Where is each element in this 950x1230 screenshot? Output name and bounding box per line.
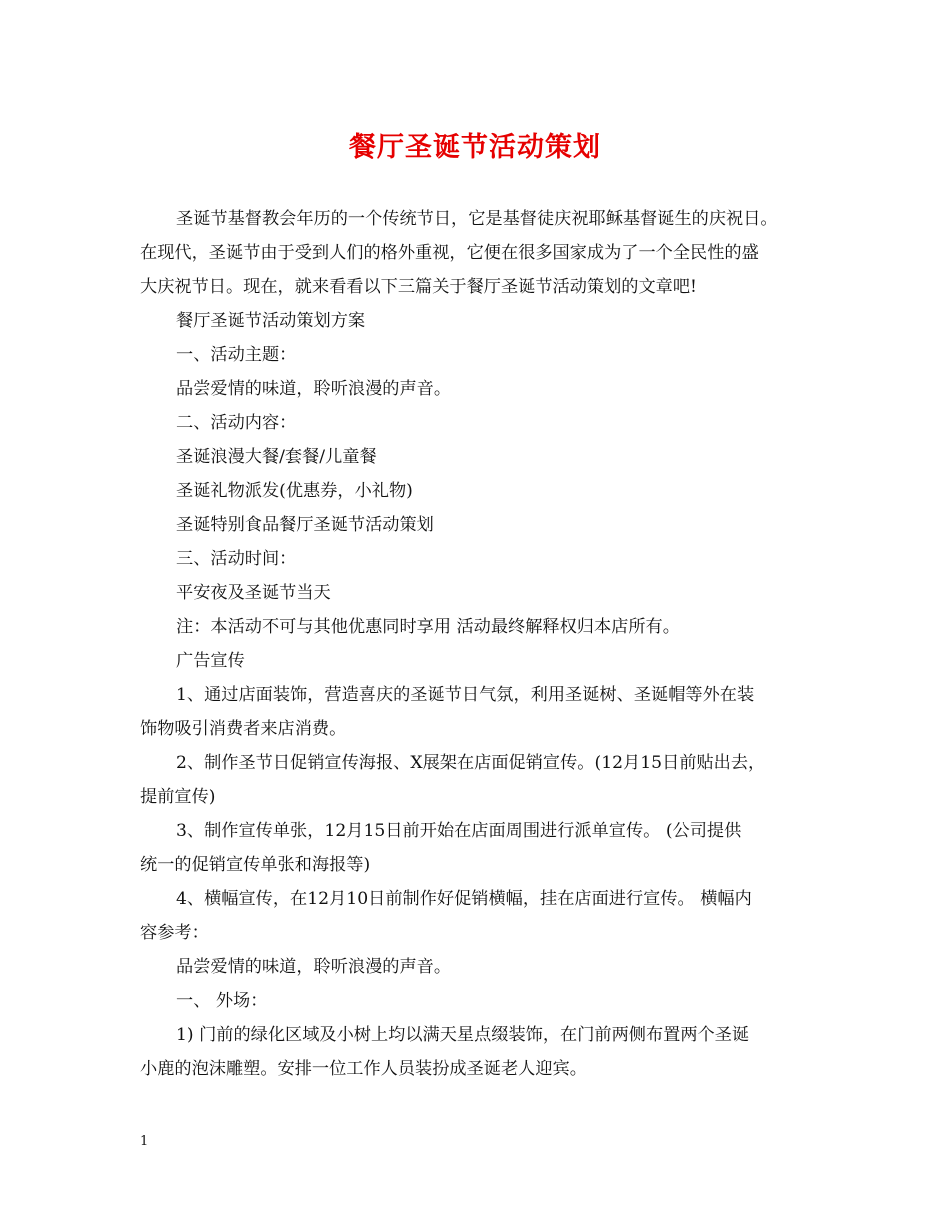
paragraph-line: 提前宣传) [140, 787, 216, 807]
paragraph-line: 3、制作宣传单张，12月15日前开始在店面周围进行派单宣传。 (公司提供 [176, 821, 742, 841]
paragraph-line: 1) 门前的绿化区域及小树上均以满天星点缀装饰，在门前两侧布置两个圣诞 [176, 1025, 750, 1045]
paragraph-line: 4、横幅宣传，在12月10日前制作好促销横幅，挂在店面进行宣传。 横幅内 [176, 889, 752, 909]
paragraph-line: 二、活动内容： [176, 413, 297, 433]
paragraph-line: 2、制作圣节日促销宣传海报、X展架在店面促销宣传。(12月15日前贴出去， [176, 753, 766, 773]
paragraph-line: 一、 外场： [176, 991, 268, 1011]
paragraph-line: 一、活动主题： [176, 345, 297, 365]
paragraph-line: 广告宣传 [176, 651, 245, 671]
paragraph-line: 小鹿的泡沫雕塑。安排一位工作人员装扮成圣诞老人迎宾。 [140, 1059, 587, 1079]
paragraph-line: 餐厅圣诞节活动策划方案 [176, 311, 366, 331]
document-body [140, 202, 840, 1086]
paragraph-line: 圣诞特别食品餐厅圣诞节活动策划 [176, 515, 434, 535]
paragraph-line: 品尝爱情的味道，聆听浪漫的声音。 [176, 379, 452, 399]
paragraph-line: 三、活动时间： [176, 549, 297, 569]
paragraph-line: 1、通过店面装饰，营造喜庆的圣诞节日气氛，利用圣诞树、圣诞帽等外在装 [176, 685, 755, 705]
page-title: 餐厅圣诞节活动策划 [349, 132, 601, 163]
paragraph-line: 大庆祝节日。现在，就来看看以下三篇关于餐厅圣诞节活动策划的文章吧! [140, 277, 697, 297]
paragraph-line: 平安夜及圣诞节当天 [176, 583, 331, 603]
paragraph-line: 品尝爱情的味道，聆听浪漫的声音。 [176, 957, 452, 977]
paragraph-line: 饰物吸引消费者来店消费。 [140, 719, 347, 739]
paragraph-line: 统一的促销宣传单张和海报等) [140, 855, 371, 875]
page-number: 1 [140, 1134, 149, 1149]
paragraph-line: 圣诞礼物派发(优惠券，小礼物) [176, 481, 413, 501]
paragraph-line: 注：本活动不可与其他优惠同时享用 活动最终解释权归本店所有。 [176, 617, 680, 637]
paragraph-line: 容参考： [140, 923, 209, 943]
paragraph-line: 圣诞浪漫大餐/套餐/儿童餐 [176, 447, 377, 467]
paragraph-line: 在现代，圣诞节由于受到人们的格外重视，它便在很多国家成为了一个全民性的盛 [140, 243, 759, 263]
paragraph-line: 圣诞节基督教会年历的一个传统节日，它是基督徒庆祝耶稣基督诞生的庆祝日。 [176, 209, 778, 229]
